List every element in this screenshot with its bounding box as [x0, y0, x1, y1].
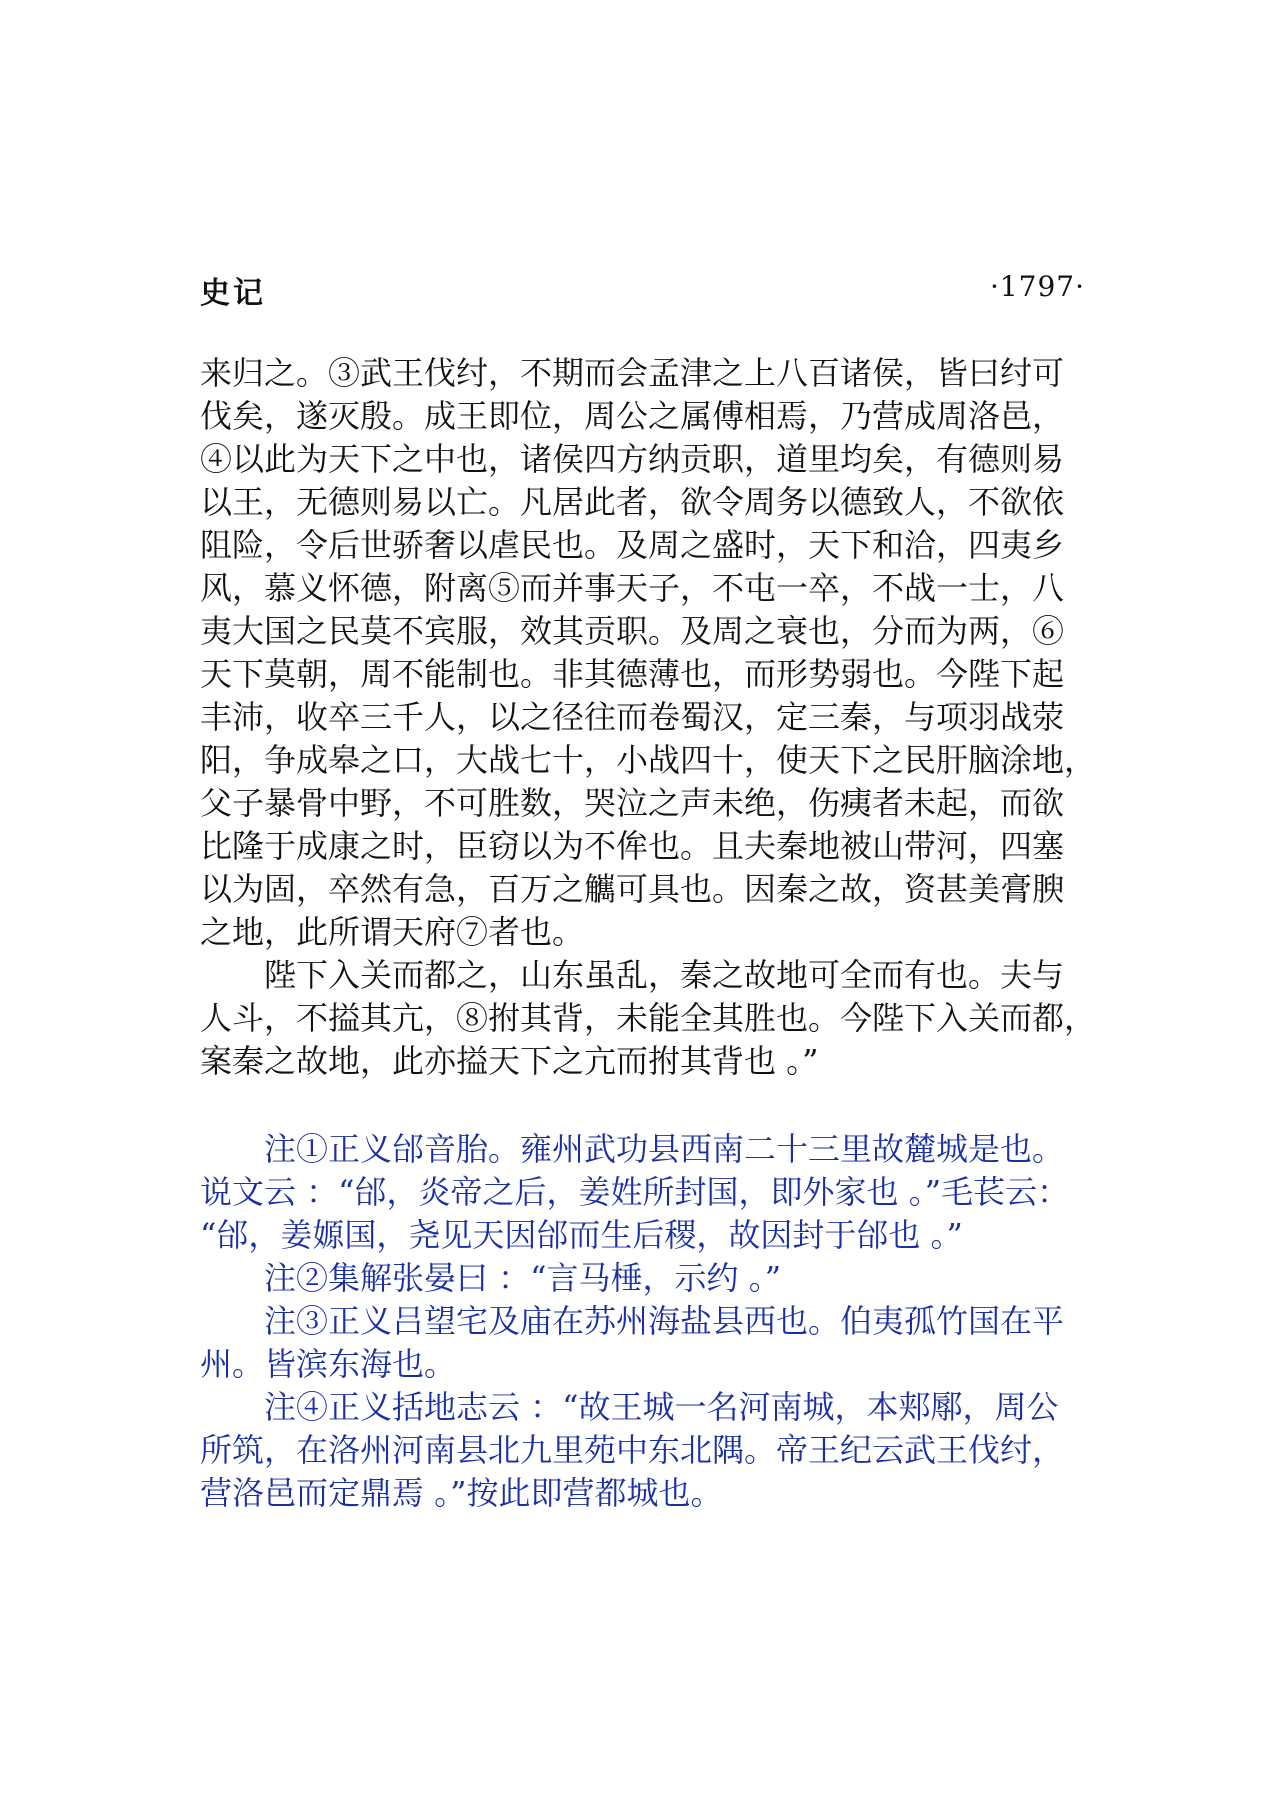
main-text [200, 352, 1100, 1083]
text-line: 丰沛，收卒三千人，以之径往而卷蜀汉，定三秦，与项羽战荥 [200, 698, 1065, 736]
text-line: 风，慕义怀德，附离⑤而并事天子，不屯一卒，不战一士，八 [200, 569, 1065, 607]
note-3-start: 注③正义吕望宅及庙在苏州海盐县西也。伯夷孤竹国在平 [264, 1302, 1065, 1340]
text-line: 父子暴骨中野，不可胜数，哭泣之声未绝，伤痍者未起，而欲 [200, 784, 1065, 822]
note-line: “邰，姜嫄国，尧见天因邰而生后稷，故因封于邰也 。” [200, 1216, 963, 1254]
text-line: 阳，争成皋之口，大战七十，小战四十，使天下之民肝脑涂地， [200, 741, 1097, 779]
note-1-start: 注①正义邰音胎。雍州武功县西南二十三里故麓城是也。 [264, 1130, 1065, 1168]
text-line: ④以此为天下之中也，诸侯四方纳贡职，道里均矣，有德则易 [200, 440, 1065, 478]
paragraph-start-line: 陛下入关而都之，山东虽乱，秦之故地可全而有也。夫与 [264, 956, 1065, 994]
text-line: 以王，无德则易以亡。凡居此者，欲令周务以德致人，不欲依 [200, 483, 1065, 521]
text-line: 天下莫朝，周不能制也。非其德薄也，而形势弱也。今陛下起 [200, 655, 1065, 693]
text-line: 伐矣，遂灭殷。成王即位，周公之属傅相焉，乃营成周洛邑， [200, 397, 1065, 435]
note-4-start: 注④正义括地志云 ：“故王城一名河南城，本郏鄏，周公 [264, 1388, 1059, 1426]
footnotes [200, 1128, 1100, 1515]
text-line: 阻险，令后世骄奢以虐民也。及周之盛时，天下和洽，四夷乡 [200, 526, 1065, 564]
page-header [200, 268, 1085, 311]
text-line: 夷大国之民莫不宾服，效其贡职。及周之衰也，分而为两，⑥ [200, 612, 1065, 650]
note-line: 说文云 ：“邰，炎帝之后，姜姓所封国，即外家也 。”毛苌云： [200, 1173, 1070, 1211]
note-line: 州。皆滨东海也。 [200, 1345, 457, 1383]
note-2-start: 注②集解张晏曰 ：“言马棰，示约 。” [264, 1259, 782, 1297]
page-number: ·1797· [989, 270, 1085, 303]
book-title: 史记 [200, 276, 266, 311]
text-line: 人斗，不搤其亢，⑧拊其背，未能全其胜也。今陛下入关而都， [200, 999, 1097, 1037]
text-line: 之地，此所谓天府⑦者也。 [200, 913, 585, 951]
note-line: 营洛邑而定鼎焉 。”按此即营都城也。 [200, 1474, 723, 1512]
text-line: 以为固，卒然有急，百万之觽可具也。因秦之故，资甚美膏腴 [200, 870, 1065, 908]
text-line: 案秦之故地，此亦搤天下之亢而拊其背也 。” [200, 1042, 819, 1080]
text-line: 比隆于成康之时，臣窃以为不侔也。且夫秦地被山带河，四塞 [200, 827, 1065, 865]
note-line: 所筑，在洛州河南县北九里苑中东北隅。帝王纪云武王伐纣， [200, 1431, 1065, 1469]
text-line: 来归之。③武王伐纣，不期而会孟津之上八百诸侯，皆曰纣可 [200, 354, 1065, 392]
